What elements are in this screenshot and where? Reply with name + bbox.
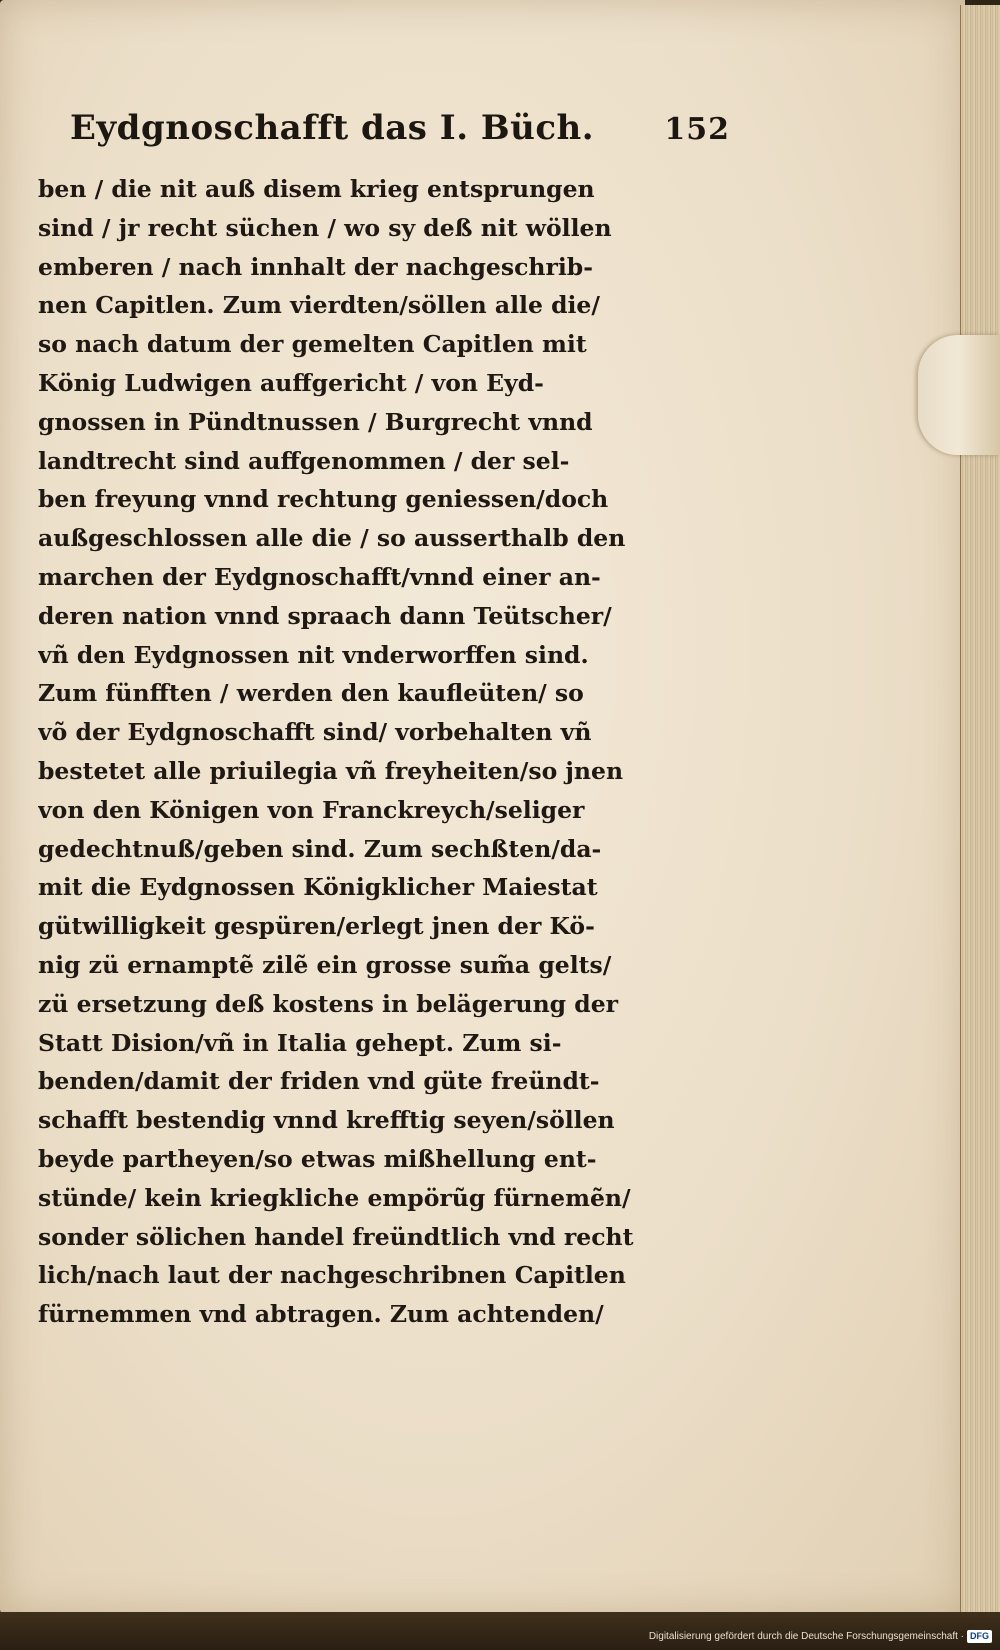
text-line: emberen / nach innhalt der nachgeschrib- [38,252,593,281]
text-line: sonder sölichen handel freündtlich vnd recht [38,1222,634,1251]
text-line: ben / die nit auß disem krieg entsprungen [38,175,595,203]
text-line: mit die Eydgnossen Königklicher Maiestat [38,873,598,902]
text-line: Zum fünfften / werden den kaufleüten/ so [38,679,584,708]
page-edges [960,5,1000,1613]
text-line: von den Königen von Franckreych/seliger [38,795,585,824]
text-line: so nach datum der gemelten Capitlen mit [38,330,587,359]
text-line: bestetet alle priuilegia vñ freyheiten/so jnen [38,756,624,785]
text-line: gedechtnuß/geben sind. Zum sechßten/da- [38,834,602,863]
text-line: zü ersetzung deß kostens in belägerung der [38,989,619,1018]
text-line: marchen der Eydgnoschafft/vnnd einer an- [38,562,601,591]
text-line: stünde/ kein kriegkliche empörũg fürnemẽn/ [38,1183,631,1212]
text-line: fürnemmen vnd abtragen. Zum achtenden/ [38,1300,604,1329]
text-line: gnossen in Pündtnussen / Burgrecht vnnd [38,407,593,436]
text-line: Statt Dision/vñ in Italia gehept. Zum si- [38,1028,562,1057]
dfg-logo: DFG [967,1630,992,1643]
credit-text: Digitalisierung gefördert durch die Deutsche Forschungsgemeinschaft · [648,1631,964,1642]
text-line: landtrecht sind auffgenommen / der sel- [38,446,570,475]
text-line: außgeschlossen alle die / so ausserthalb den [38,524,626,553]
running-head: Eydgnoschafft das I. Büch. [70,108,595,148]
text-line: deren nation vnnd spraach dann Teütscher/ [38,601,612,630]
text-line: schafft bestendig vnnd krefftig seyen/söllen [38,1106,615,1135]
text-line: König Ludwigen auffgericht / von Eyd- [38,368,544,397]
text-line: vñ den Eydgnossen nit vnderworffen sind. [38,640,589,669]
text-line: ben freyung vnnd rechtung geniessen/doch [38,485,609,514]
body-text [38,170,738,1334]
book-clasp [918,335,1000,455]
digitization-credit [649,1630,992,1643]
page-header [70,108,730,148]
page-number: 152 [664,112,730,147]
text-line: benden/damit der friden vnd güte freündt- [38,1067,600,1096]
text-line: nen Capitlen. Zum vierdten/söllen alle die/ [38,291,600,320]
text-line: gütwilligkeit gespüren/erlegt jnen der Kö- [38,912,595,941]
text-line: võ der Eydgnoschafft sind/ vorbehalten vñ [38,718,592,747]
text-line: lich/nach laut der nachgeschribnen Capitlen [38,1261,626,1290]
text-line: beyde partheyen/so etwas mißhellung ent- [38,1144,597,1173]
text-line: sind / jr recht süchen / wo sy deß nit wöllen [38,213,612,242]
text-line: nig zü ernamptẽ zilẽ ein grosse sum̃a gelts/ [38,950,612,979]
